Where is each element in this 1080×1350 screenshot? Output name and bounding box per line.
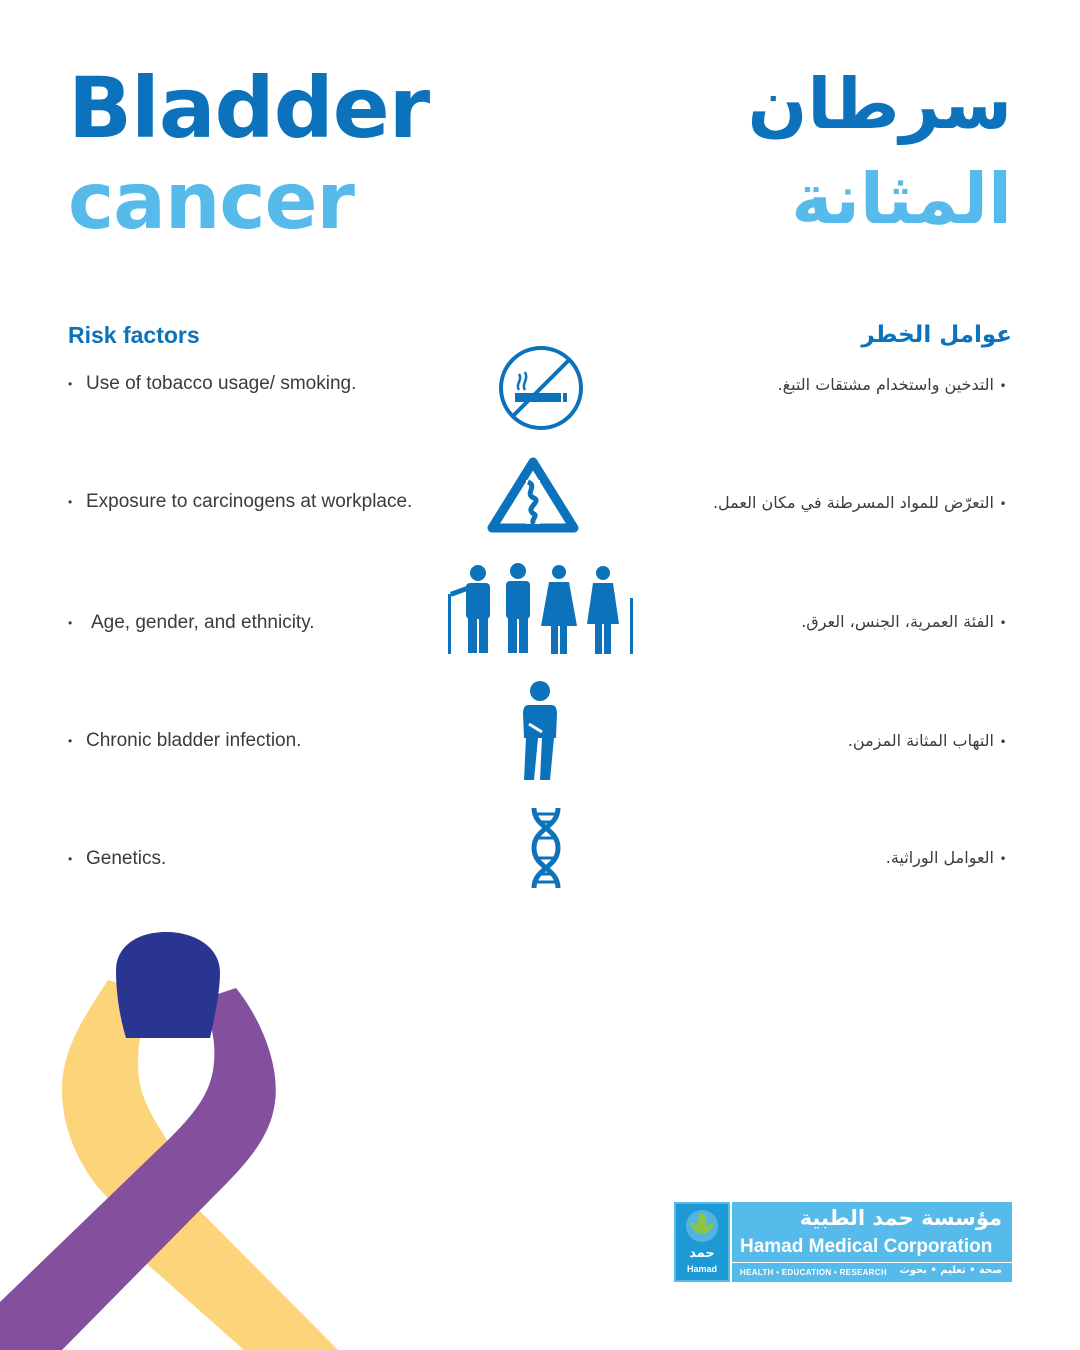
logo-rule <box>732 1262 1012 1263</box>
risk-item-bladder-infection <box>68 730 301 752</box>
risk-item-label: Use of tobacco usage/ smoking. <box>86 373 357 394</box>
title-line-bladder: Bladder <box>68 59 430 157</box>
risk-item-tobacco-arabic <box>778 375 1012 394</box>
bullet: • <box>999 378 1007 393</box>
logo-arabic-name: مؤسسة حمد الطبية <box>799 1206 1002 1230</box>
bullet: • <box>999 615 1007 630</box>
no-smoking-icon <box>497 344 585 432</box>
logo-english-name: Hamad Medical Corporation <box>740 1236 993 1257</box>
risk-item-label-arabic: الفئة العمرية، الجنس، العرق. <box>801 612 994 631</box>
title-arabic <box>748 58 1012 248</box>
bullet: • <box>68 376 73 391</box>
bullet: • <box>999 851 1007 866</box>
risk-item-label: Age, gender, and ethnicity. <box>91 612 315 633</box>
risk-item-age-gender <box>68 612 315 634</box>
logo-divider <box>730 1202 732 1282</box>
bladder-pain-person-icon <box>520 680 560 782</box>
risk-item-label: Exposure to carcinogens at workplace. <box>86 491 413 512</box>
risk-item-bladder-infection-arabic <box>848 731 1012 750</box>
hamad-emblem <box>676 1204 728 1280</box>
risk-item-age-gender-arabic <box>801 612 1012 631</box>
risk-item-label: Chronic bladder infection. <box>86 730 302 751</box>
title-english <box>68 59 430 250</box>
title-line-cancer: cancer <box>68 157 355 247</box>
leaf-icon <box>676 1204 728 1244</box>
title-arabic-line2: المثانة <box>791 158 1012 240</box>
risk-factors-heading-arabic: عوامل الخطر <box>861 322 1012 348</box>
awareness-ribbon-icon <box>0 930 350 1350</box>
risk-item-label-arabic: العوامل الوراثية. <box>885 848 994 867</box>
bullet: • <box>999 734 1007 749</box>
risk-factors-heading: Risk factors <box>68 322 200 348</box>
people-group-icon <box>446 562 636 656</box>
emblem-arabic-text: حمد <box>689 1246 715 1261</box>
risk-item-carcinogens <box>68 491 412 513</box>
risk-item-carcinogens-arabic <box>713 493 1012 512</box>
logo-tagline-english: HEALTH • EDUCATION • RESEARCH <box>740 1268 887 1277</box>
hamad-medical-logo <box>674 1202 1012 1282</box>
bullet: • <box>68 851 73 866</box>
bullet: • <box>999 496 1007 511</box>
risk-item-genetics-arabic <box>886 848 1012 867</box>
bullet: • <box>68 494 73 509</box>
logo-tagline-arabic: صحة • تعليم • بحوث <box>899 1265 1002 1276</box>
risk-item-tobacco <box>68 373 356 395</box>
risk-item-genetics <box>68 848 166 870</box>
risk-item-label-arabic: التدخين واستخدام مشتقات التبغ. <box>777 375 994 394</box>
emblem-english-text: Hamad <box>686 1264 717 1274</box>
bullet: • <box>68 733 73 748</box>
title-arabic-line1: سرطان <box>747 63 1012 145</box>
dna-icon <box>526 806 566 890</box>
risk-item-label-arabic: التعرّض للمواد المسرطنة في مكان العمل. <box>712 493 994 512</box>
chemical-hazard-icon <box>486 456 580 536</box>
bullet: • <box>68 615 73 630</box>
risk-item-label-arabic: التهاب المثانة المزمن. <box>847 731 994 750</box>
risk-item-label: Genetics. <box>86 848 167 869</box>
